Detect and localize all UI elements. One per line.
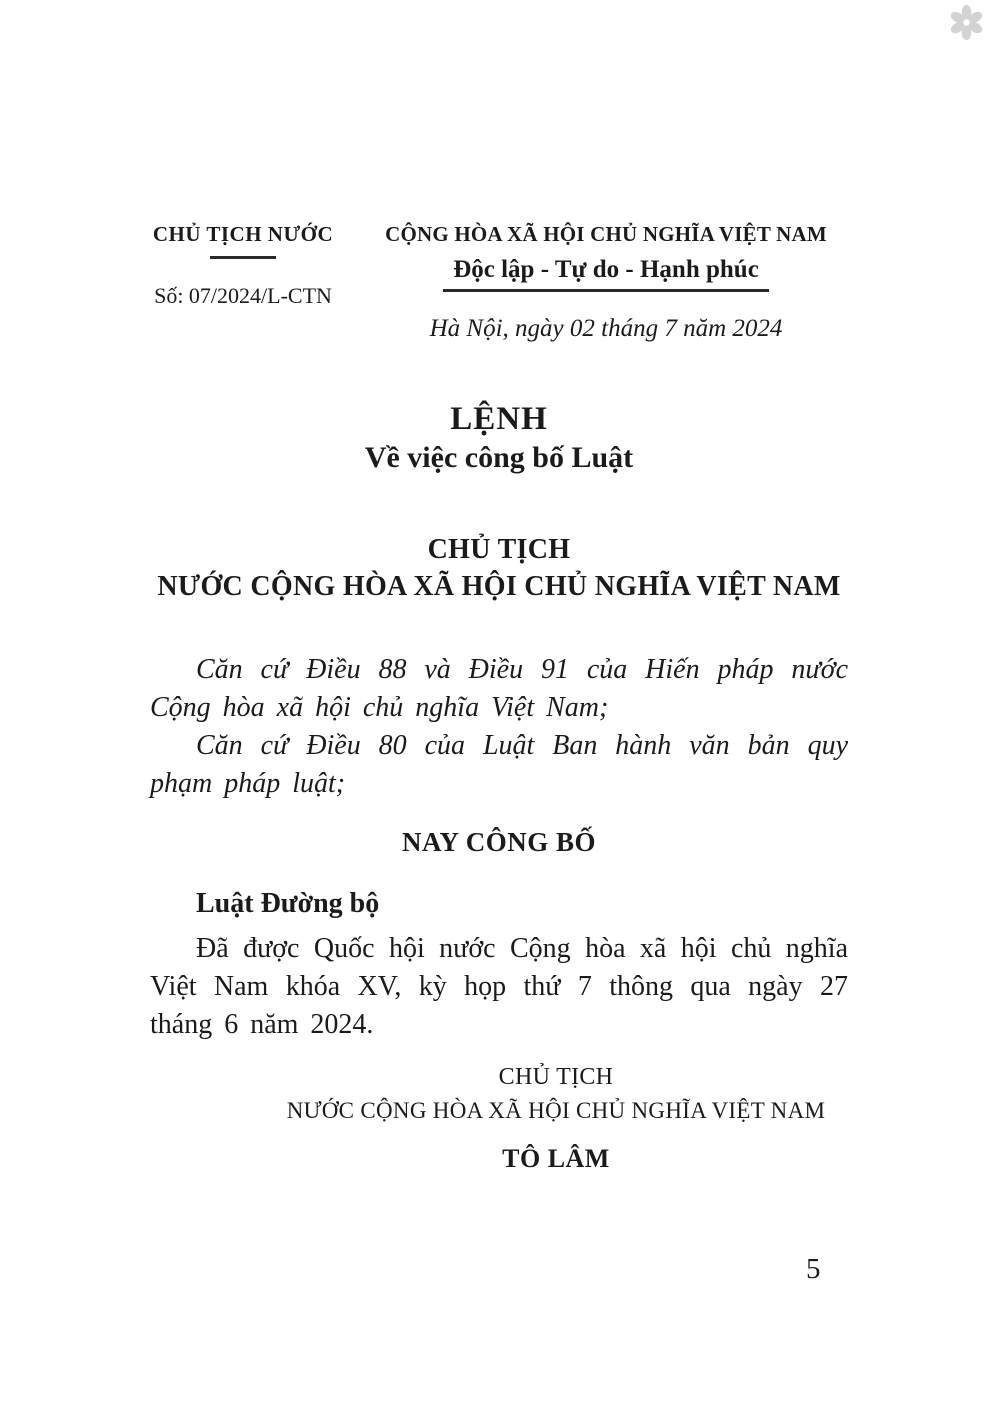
preamble-section xyxy=(150,651,848,803)
flower-ornament-icon xyxy=(948,4,985,41)
preamble-paragraph: Căn cứ Điều 80 của Luật Ban hành văn bản quy phạm pháp luật; xyxy=(150,730,848,799)
signature-title-line2: NƯỚC CỘNG HÒA XÃ HỘI CHỦ NGHĨA VIỆT NAM xyxy=(286,1098,826,1123)
header-right-column xyxy=(364,222,848,343)
issuing-authority: CHỦ TỊCH NƯỚC xyxy=(152,222,334,246)
body-paragraph: Đã được Quốc hội nước Cộng hòa xã hội chủ nghĩa Việt Nam khóa XV, kỳ họp thứ 7 thông qua ngày 27 tháng 6 năm 2024. xyxy=(150,933,848,1040)
signer-name: TÔ LÂM xyxy=(502,1144,610,1173)
signature-title-line1: CHỦ TỊCH xyxy=(498,1064,614,1090)
national-motto: Độc lập - Tự do - Hạnh phúc xyxy=(443,256,769,292)
decree-subtitle: Về việc công bố Luật xyxy=(364,441,634,474)
issuer-heading-line1: CHỦ TỊCH xyxy=(427,534,571,565)
document-content xyxy=(150,222,848,1174)
issuer-heading xyxy=(150,531,848,605)
decree-title-block xyxy=(150,401,848,475)
document-header xyxy=(150,222,848,343)
proclamation-heading: NAY CÔNG BỐ xyxy=(401,827,597,857)
signature-block xyxy=(207,1064,905,1174)
preamble-paragraph: Căn cứ Điều 88 và Điều 91 của Hiến pháp nước Cộng hòa xã hội chủ nghĩa Việt Nam; xyxy=(150,654,848,723)
authority-divider-rule xyxy=(210,256,276,259)
law-name: Luật Đường bộ xyxy=(196,888,380,919)
page-number: 5 xyxy=(806,1253,821,1285)
header-left-column xyxy=(150,222,336,309)
issuer-heading-line2: NƯỚC CỘNG HÒA XÃ HỘI CHỦ NGHĨA VIỆT NAM xyxy=(157,571,841,602)
document-number: Số: 07/2024/L-CTN xyxy=(154,283,332,308)
national-title: CỘNG HÒA XÃ HỘI CHỦ NGHĨA VIỆT NAM xyxy=(385,222,827,246)
decree-title: LỆNH xyxy=(450,401,548,437)
place-and-date: Hà Nội, ngày 02 tháng 7 năm 2024 xyxy=(429,315,783,342)
